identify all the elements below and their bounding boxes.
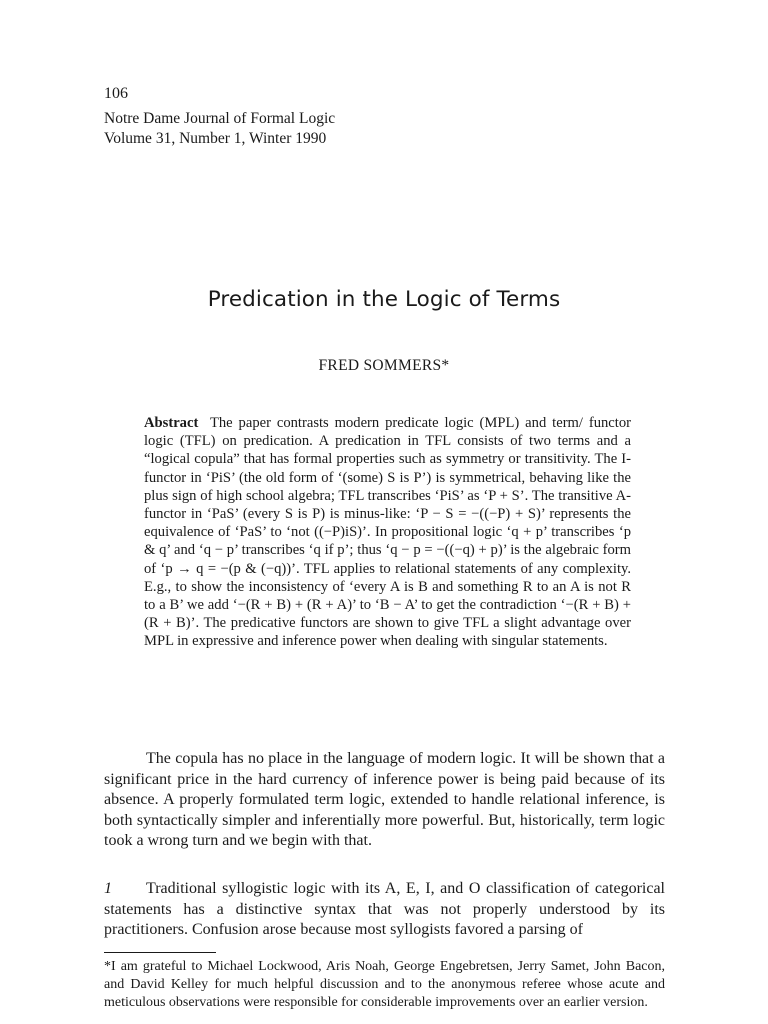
abstract-text: The paper contrasts modern predicate logic (MPL) and term/ functor logic (TFL) on predication. A predication in TFL consists of two terms and a “logical copula” that has formal properties such as symmetry or transitivity. The I-functor in ‘PiS’ (the old form of ‘(some) S is P’) is symmetrical, behaving like the plus sign of high school algebra; TFL transcribes ‘PiS’ as ‘P + S’. The transitive A-functor in ‘PaS’ (every S is P) is minus-like: ‘P − S = −((−P) + S)’ represents the equivalence of ‘PaS’ to ‘not ((−P)iS)’. In propositional logic ‘q + p’ transcribes ‘p & q’ and ‘q − p’ transcribes ‘q if p’; thus ‘q − p = −((−q) + p)’ is the algebraic form of ‘p → q = −(p & (−q))’. TFL applies to relational statements of any complexity. E.g., to show the inconsistency of ‘every A is B and something R to an A is not R to a B’ we add ‘−(R + B) + (R + A)’ to ‘B − A’ to get the contradiction ‘−(R + B) + (R + B)’. The predicative functors are shown to give TFL a slight advantage over MPL in expressive and inference power when dealing with singular statements. (144, 415, 631, 650)
footnote: *I am grateful to Michael Lockwood, Aris Noah, George Engebretsen, Jerry Samet, John Bacon, and David Kelley for much helpful discussion and to the anonymous referee whose acute and meticulous observations were responsible for considerable improvements over an earlier version. (104, 959, 665, 1011)
volume-info: Volume 31, Number 1, Winter 1990 (104, 130, 327, 147)
page-number: 106 (104, 85, 128, 102)
section-number: 1 (104, 880, 112, 897)
article-author: FRED SOMMERS* (318, 357, 450, 374)
abstract (144, 414, 631, 651)
journal-name: Notre Dame Journal of Formal Logic (104, 110, 336, 127)
abstract-label: Abstract (144, 415, 199, 431)
footnote-divider (104, 952, 216, 953)
article-title: Predication in the Logic of Terms (207, 287, 561, 312)
body-paragraph-2 (104, 879, 665, 941)
section-1-text: Traditional syllogistic logic with its A, E, I, and O classification of categorical statements has a distinctive syntax that was not properly understood by its practitioners. Confusion arose because most syllogists favored a parsing of (104, 880, 665, 938)
body-paragraph-1: The copula has no place in the language of modern logic. It will be shown that a significant price in the hard currency of inference power is being paid because of its absence. A properly formulated term logic, extended to handle relational inference, is both syntactically simpler and inferentially more powerful. But, historically, term logic took a wrong turn and we begin with that. (104, 750, 665, 849)
page-header (104, 84, 335, 149)
